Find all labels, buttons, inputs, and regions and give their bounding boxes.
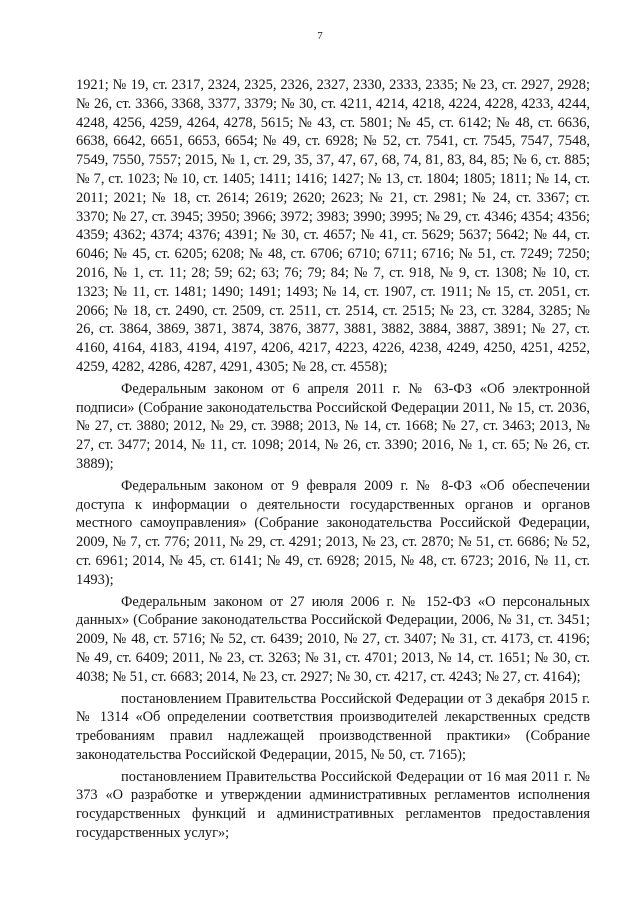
page-number: 7 (317, 30, 323, 42)
paragraph-law-63fz: Федеральным законом от 6 апреля 2011 г. № 63-ФЗ «Об электронной подписи» (Собрание законодательства Российской Федерации 2011, № 15, ст. 2036, № 27, ст. 3880; 2012, № 29, ст. 3988; 2013, № 14, ст. 1668; № 27, ст. 3463; 2013, № 27, ст. 3477; 2014, № 11, ст. 1098; 2014, № 26, ст. 3390; 2016, № 1, ст. 65; № 26, ст. 3889); (76, 380, 590, 472)
document-body (76, 76, 590, 846)
paragraph-references-continued: 1921; № 19, ст. 2317, 2324, 2325, 2326, 2327, 2330, 2333, 2335; № 23, ст. 2927, 2928; № 26, ст. 3366, 3368, 3377, 3379; № 30, ст. 4211, 4214, 4218, 4224, 4228, 4233, 4244, 4248, 4256, 4259, 4264, 4278, 5615; № 43, ст. 5801; № 45, ст. 6142; № 48, ст. 6636, 6638, 6642, 6651, 6653, 6654; № 49, ст. 6928; № 52, ст. 7541, ст. 7545, 7547, 7548, 7549, 7550, 7557; 2015, № 1, ст. 29, 35, 37, 47, 67, 68, 74, 81, 83, 84, 85; № 6, ст. 885; № 7, ст. 1023; № 10, ст. 1405; 1411; 1416; 1427; № 13, ст. 1804; 1805; 1811; № 14, ст. 2011; 2021; № 18, ст. 2614; 2619; 2620; 2623; № 21, ст. 2981; № 24, ст. 3367; ст. 3370; № 27, ст. 3945; 3950; 3966; 3972; 3983; 3990; 3995; № 29, ст. 4346; 4354; 4356; 4359; 4362; 4374; 4376; 4391; № 30, ст. 4657; № 41, ст. 5629; 5637; 5642; № 44, ст. 6046; № 45, ст. 6205; 6208; № 48, ст. 6706; 6710; 6711; 6716; № 51, ст. 7249; 7250; 2016, № 1, ст. 11; 28; 59; 62; 63; 76; 79; 84; № 7, ст. 918, № 9, ст. 1308; № 10, ст. 1323; № 11, ст. 1481; 1490; 1491; 1493; № 14, ст. 1907, ст. 1911; № 15, ст. 2051, ст. 2066; № 18, ст. 2490, ст. 2509, ст. 2511, ст. 2514, ст. 2515; № 23, ст. 3284, 3285; № 26, ст. 3864, 3869, 3871, 3874, 3876, 3877, 3881, 3882, 3884, 3887, 3891; № 27, ст. 4160, 4164, 4183, 4194, 4197, 4206, 4217, 4223, 4226, 4238, 4249, 4250, 4251, 4252, 4259, 4282, 4286, 4287, 4291, 4305; № 28, ст. 4558); (76, 77, 590, 375)
paragraph-law-152fz: Федеральным законом от 27 июля 2006 г. № 152-ФЗ «О персональных данных» (Собрание законодательства Российской Федерации, 2006, № 31, ст. 3451; 2009, № 48, ст. 5716; № 52, ст. 6439; 2010, № 27, ст. 3407; № 31, ст. 4173, ст. 4196; № 49, ст. 6409; 2011, № 23, ст. 3263; № 31, ст. 4701; 2013, № 14, ст. 1651; № 30, ст. 4038; № 51, ст. 6683; 2014, № 23, ст. 2927; № 30, ст. 4217, ст. 4243; № 27, ст. 4164); (76, 593, 590, 685)
paragraph-resolution-1314: постановлением Правительства Российской Федерации от 3 декабря 2015 г. № 1314 «Об определении соответствия производителей лекарственных средств требованиям правил надлежащей производственной практики» (Собрание законодательства Российской Федерации, 2015, № 50, ст. 7165); (76, 690, 590, 763)
paragraph-resolution-373: постановлением Правительства Российской Федерации от 16 мая 2011 г. № 373 «О разработке и утверждении административных регламентов исполнения государственных функций и административных регламентов предоставления государственных услуг»; (76, 768, 590, 842)
paragraph-law-8fz: Федеральным законом от 9 февраля 2009 г. № 8-ФЗ «Об обеспечении доступа к информации о деятельности государственных органов и органов местного самоуправления» (Собрание законодательства Российской Федерации, 2009, № 7, ст. 776; 2011, № 29, ст. 4291; 2013, № 23, ст. 2870; № 51, ст. 6686; № 52, ст. 6961; 2014, № 45, ст. 6141; № 49, ст. 6928; 2015, № 48, ст. 6723; 2016, № 11, ст. 1493); (76, 477, 590, 588)
